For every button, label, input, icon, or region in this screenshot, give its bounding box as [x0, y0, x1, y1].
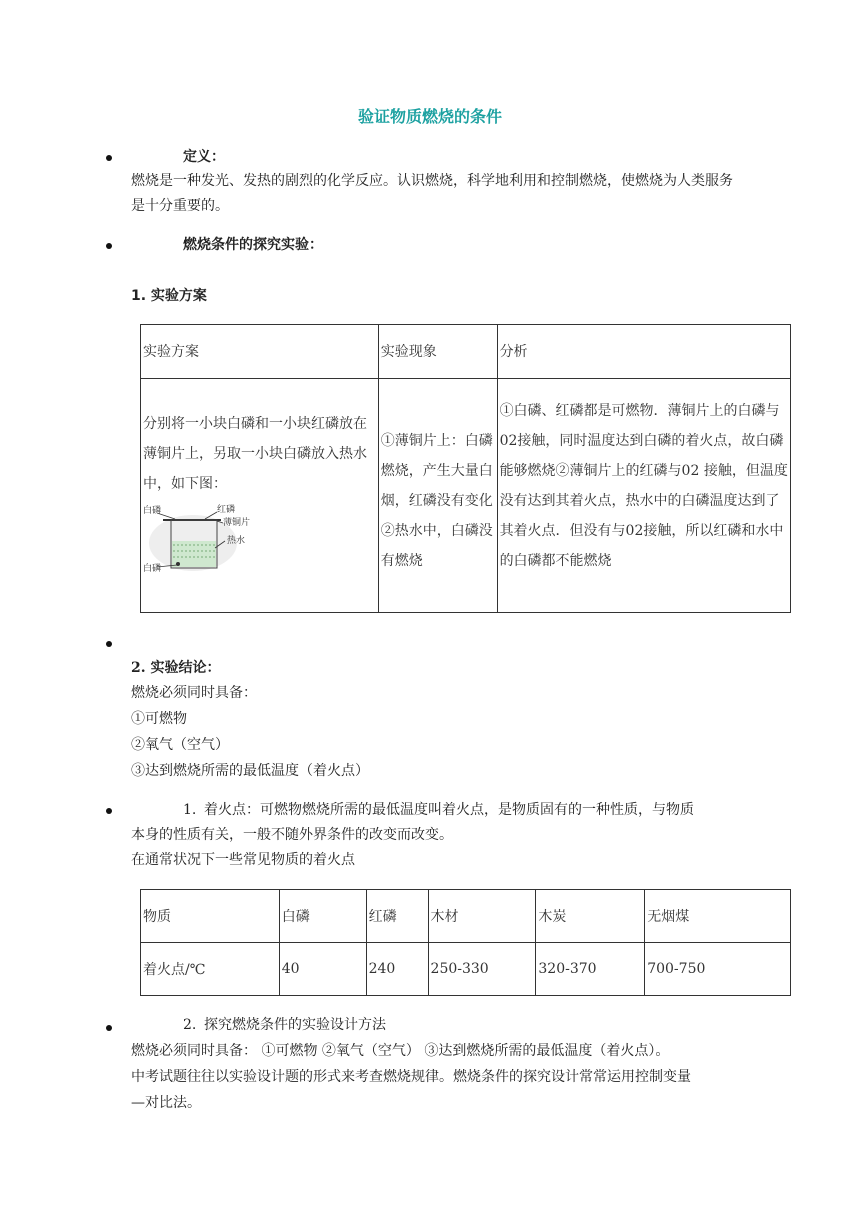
plan-cell	[141, 379, 379, 613]
conclusion-item: ③达到燃烧所需的最低温度（着火点）	[131, 763, 369, 779]
ignition-text-2: 本身的性质有关，一般不随外界条件的改变而改变。	[131, 827, 453, 843]
bullet	[106, 243, 112, 249]
table-row	[141, 379, 791, 613]
plan-heading: 1. 实验方案	[131, 288, 207, 304]
label-red-phosphorus: 红磷	[217, 505, 236, 515]
table-cell: 250-330	[428, 943, 536, 996]
page-title: 验证物质燃烧的条件	[357, 107, 502, 126]
table-header-cell: 分析	[497, 325, 790, 379]
label-white-phosphorus-bottom: 白磷	[143, 564, 162, 574]
label-hot-water: 热水	[227, 536, 246, 546]
table-cell: 红磷	[366, 890, 428, 943]
definition-text: 燃烧是一种发光、发热的剧烈的化学反应。认识燃烧，科学地利用和控制燃烧，使燃烧为人类服务是十分重要的。	[131, 173, 733, 214]
ignition-point-table	[140, 889, 791, 996]
table-header-row	[141, 325, 791, 379]
table-header-cell: 实验现象	[378, 325, 497, 379]
conclusion-heading: 2. 实验结论：	[131, 660, 221, 676]
design-number: 2.	[183, 1017, 197, 1033]
table-cell: 40	[279, 943, 366, 996]
design-line-3: —对比法。	[131, 1095, 201, 1111]
table-cell: 木炭	[536, 890, 645, 943]
label-copper-sheet: 薄铜片	[223, 518, 251, 528]
apparatus-diagram	[143, 503, 263, 575]
phenomenon-cell: ①薄铜片上：白磷燃烧，产生大量白烟，红磷没有变化②热水中，白磷没有燃烧	[378, 379, 497, 613]
bullet	[106, 808, 112, 814]
experiment-table	[140, 324, 791, 613]
table-cell: 白磷	[279, 890, 366, 943]
table-cell: 无烟煤	[645, 890, 791, 943]
table-cell: 木材	[428, 890, 536, 943]
ignition-text-1: 着火点：可燃物燃烧所需的最低温度叫着火点，是物质固有的一种性质，与物质	[204, 802, 694, 818]
definition-heading: 定义：	[183, 149, 225, 165]
table-cell: 240	[366, 943, 428, 996]
table-row	[141, 890, 791, 943]
bullet	[106, 641, 112, 647]
ignition-text-3: 在通常状况下一些常见物质的着火点	[131, 852, 355, 868]
conclusion-item: ①可燃物	[131, 711, 187, 727]
design-line-2: 中考试题往往以实验设计题的形式来考查燃烧规律。燃烧条件的探究设计常常运用控制变量	[131, 1069, 691, 1085]
conclusion-intro: 燃烧必须同时具备：	[131, 685, 257, 701]
table-cell: 着火点/℃	[141, 943, 280, 996]
table-header-cell: 实验方案	[141, 325, 379, 379]
design-heading: 探究燃烧条件的实验设计方法	[204, 1017, 386, 1033]
label-white-phosphorus-top: 白磷	[143, 506, 162, 516]
bullet	[106, 1025, 112, 1031]
table-cell: 320-370	[536, 943, 645, 996]
ignition-number: 1.	[183, 802, 197, 818]
table-row	[141, 943, 791, 996]
design-line-1: 燃烧必须同时具备： ①可燃物 ②氧气（空气） ③达到燃烧所需的最低温度（着火点）。	[131, 1043, 670, 1059]
table-cell: 物质	[141, 890, 280, 943]
bullet	[106, 155, 112, 161]
plan-text: 分别将一小块白磷和一小块红磷放在薄铜片上，另取一小块白磷放入热水中，如下图：	[143, 416, 367, 492]
table-cell: 700-750	[645, 943, 791, 996]
analysis-cell: ①白磷、红磷都是可燃物．薄铜片上的白磷与02接触，同时温度达到白磷的着火点，故白磷能够燃烧②薄铜片上的红磷与02 接触，但温度没有达到其着火点，热水中的白磷温度达到了其着火点．但没有与02接触，所以红磷和水中的白磷都不能燃烧	[497, 379, 790, 613]
experiment-heading: 燃烧条件的探究实验：	[183, 237, 323, 253]
conclusion-item: ②氧气（空气）	[131, 737, 229, 753]
